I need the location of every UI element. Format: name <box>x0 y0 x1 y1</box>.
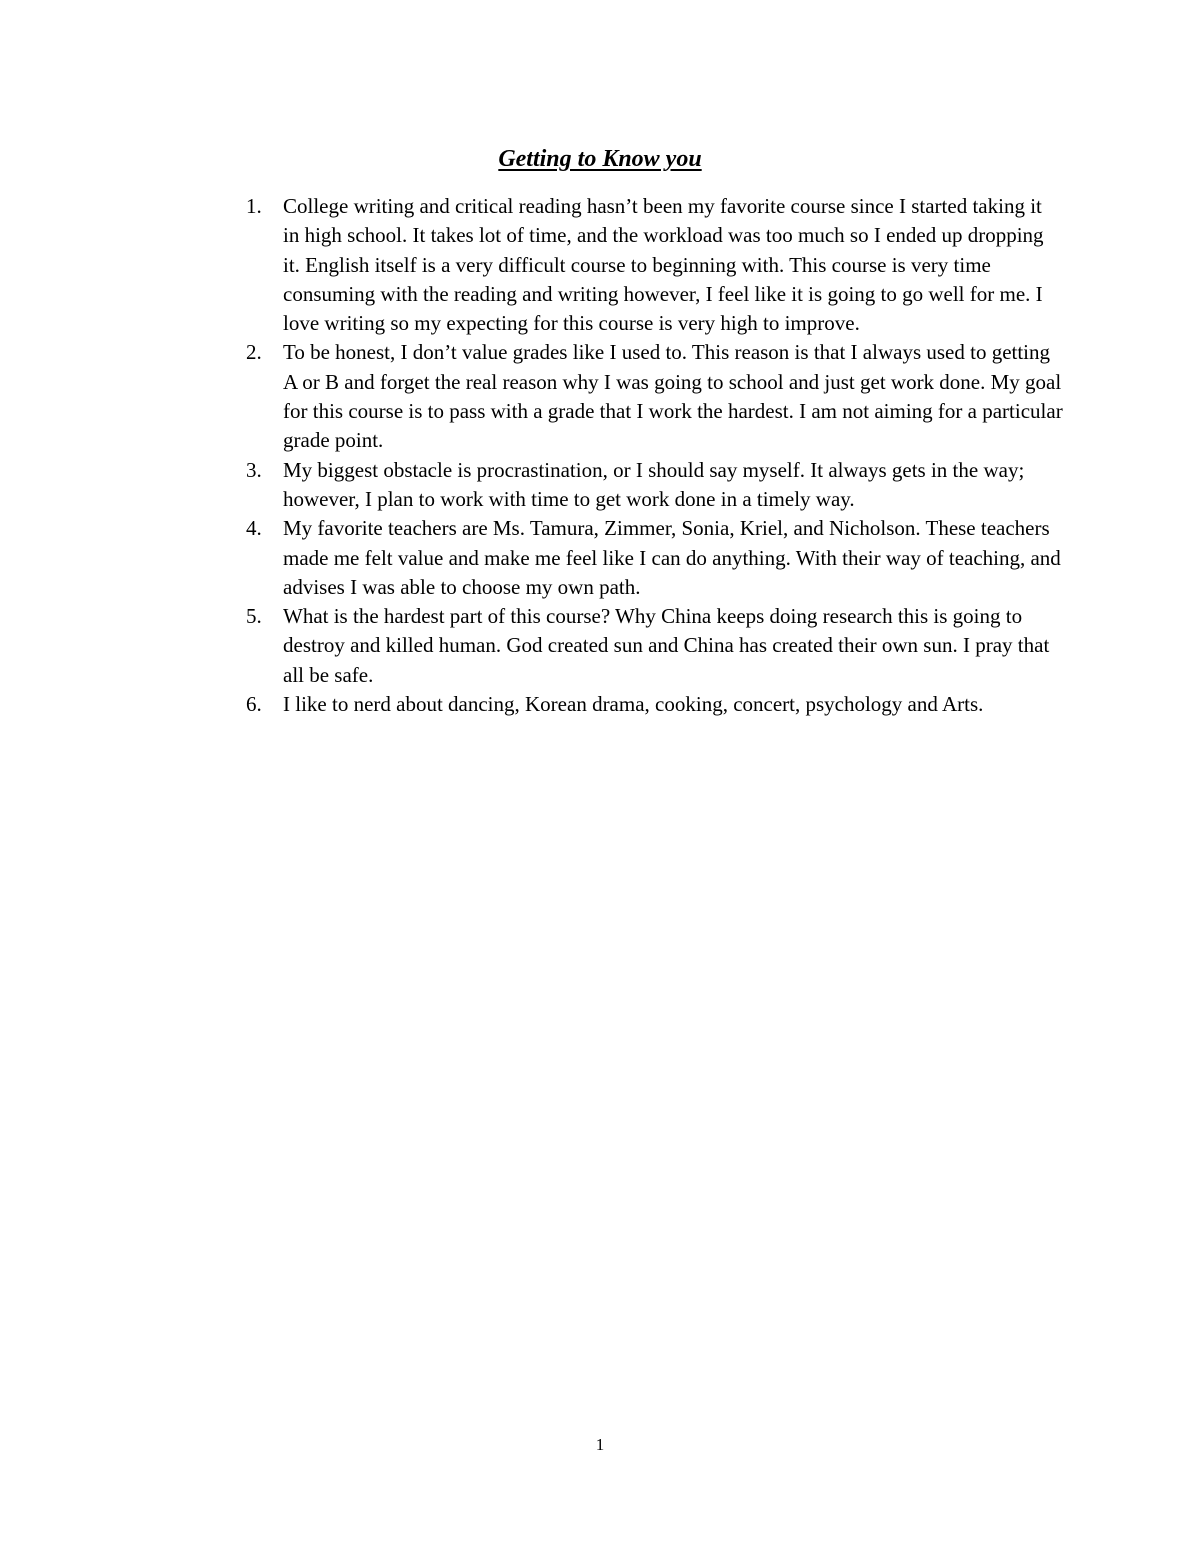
list-item-number: 6. <box>246 692 262 717</box>
list-item <box>0 456 1063 515</box>
list-item-number: 2. <box>246 340 262 365</box>
list-item-number: 5. <box>246 604 262 629</box>
list-item <box>0 690 1063 719</box>
list-item-text: What is the hardest part of this course? Why China keeps doing research this is going to destroy and killed human. God created sun and China has created their own sun. I pray that all be safe. <box>283 604 1050 687</box>
list-item <box>0 192 1063 338</box>
list-item-text: College writing and critical reading hasn’t been my favorite course since I started taking it in high school. It takes lot of time, and the workload was too much so I ended up dropping it. English itself is a very difficult course to beginning with. This course is very time consuming with the reading and writing however, I feel like it is going to go well for me. I love writing so my expecting for this course is very high to improve. <box>283 194 1044 336</box>
list-item-number: 3. <box>246 457 262 482</box>
list-item <box>0 602 1063 690</box>
list-item-text: My biggest obstacle is procrastination, or I should say myself. It always gets in the way; however, I plan to work with time to get work done in a timely way. <box>283 457 1025 511</box>
list-item-text: To be honest, I don’t value grades like I used to. This reason is that I always used to getting A or B and forget the real reason why I was going to school and just get work done. My goal for this course is to pass with a grade that I work the hardest. I am not aiming for a particular grade point. <box>283 340 1063 453</box>
list-item-text: My favorite teachers are Ms. Tamura, Zimmer, Sonia, Kriel, and Nicholson. These teachers made me felt value and make me feel like I can do anything. With their way of teaching, and advises I was able to choose my own path. <box>283 516 1061 599</box>
answer-list <box>0 192 1200 719</box>
list-item-text: I like to nerd about dancing, Korean drama, cooking, concert, psychology and Arts. <box>283 692 984 717</box>
list-item <box>0 514 1063 602</box>
document-title: Getting to Know you <box>498 146 702 172</box>
list-item-number: 4. <box>246 516 262 541</box>
list-item <box>0 338 1063 455</box>
page-number: 1 <box>595 1435 605 1454</box>
list-item-number: 1. <box>246 194 262 218</box>
